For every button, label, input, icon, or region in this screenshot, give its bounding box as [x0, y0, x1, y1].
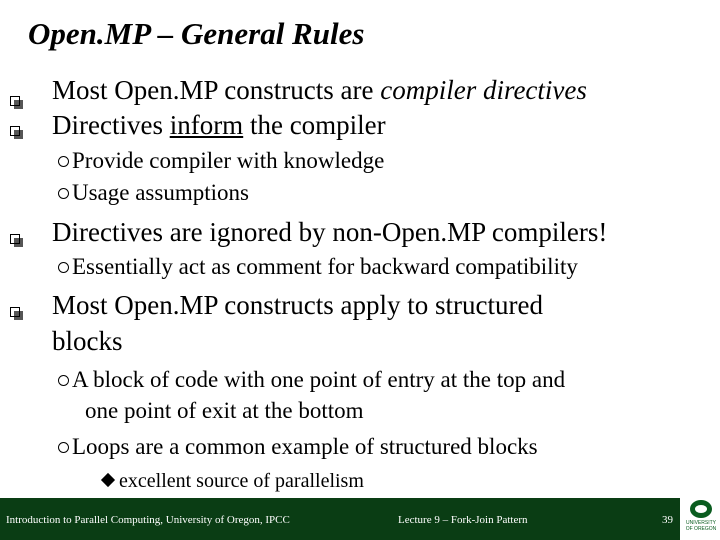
sub-bullet-block-entry-line1: A block of code with one point of entry at the top and — [58, 367, 565, 393]
circle-bullet-icon — [58, 442, 69, 453]
circle-bullet-icon — [58, 188, 69, 199]
footer-page-number: 39 — [662, 514, 673, 526]
slide-footer — [0, 498, 720, 540]
bullet-structured-blocks-line1: Most Open.MP constructs apply to structured — [52, 290, 543, 320]
square-bullet-icon — [10, 95, 20, 110]
circle-bullet-icon — [58, 156, 69, 167]
sub-bullet-block-entry-line2: one point of exit at the bottom — [85, 398, 364, 423]
sub-bullet-comment-compat: Essentially act as comment for backward compatibility — [58, 254, 578, 280]
bullet-directives-inform: Directives inform the compiler — [52, 110, 386, 140]
sub-bullet-usage-assumptions: Usage assumptions — [58, 180, 249, 206]
square-bullet-icon — [10, 306, 20, 321]
square-bullet-icon — [10, 125, 20, 140]
bullet-structured-blocks-line2: blocks — [52, 326, 123, 356]
circle-bullet-icon — [58, 375, 69, 386]
slide-title: Open.MP – General Rules — [28, 16, 365, 51]
bullet-compiler-directives: Most Open.MP constructs are compiler directives — [52, 75, 587, 105]
diamond-bullet-icon — [101, 473, 115, 487]
sub-sub-bullet-parallelism: excellent source of parallelism — [103, 470, 364, 493]
sub-bullet-loops: Loops are a common example of structured blocks — [58, 434, 538, 460]
bullet-directives-ignored: Directives are ignored by non-Open.MP compilers! — [52, 217, 608, 247]
circle-bullet-icon — [58, 262, 69, 273]
footer-lecture: Lecture 9 – Fork-Join Pattern — [398, 514, 528, 526]
sub-bullet-provide-knowledge: Provide compiler with knowledge — [58, 148, 384, 174]
university-logo-icon: UNIVERSITY OF OREGON — [682, 498, 720, 540]
square-bullet-icon — [10, 233, 20, 248]
footer-course: Introduction to Parallel Computing, University of Oregon, IPCC — [6, 514, 290, 526]
